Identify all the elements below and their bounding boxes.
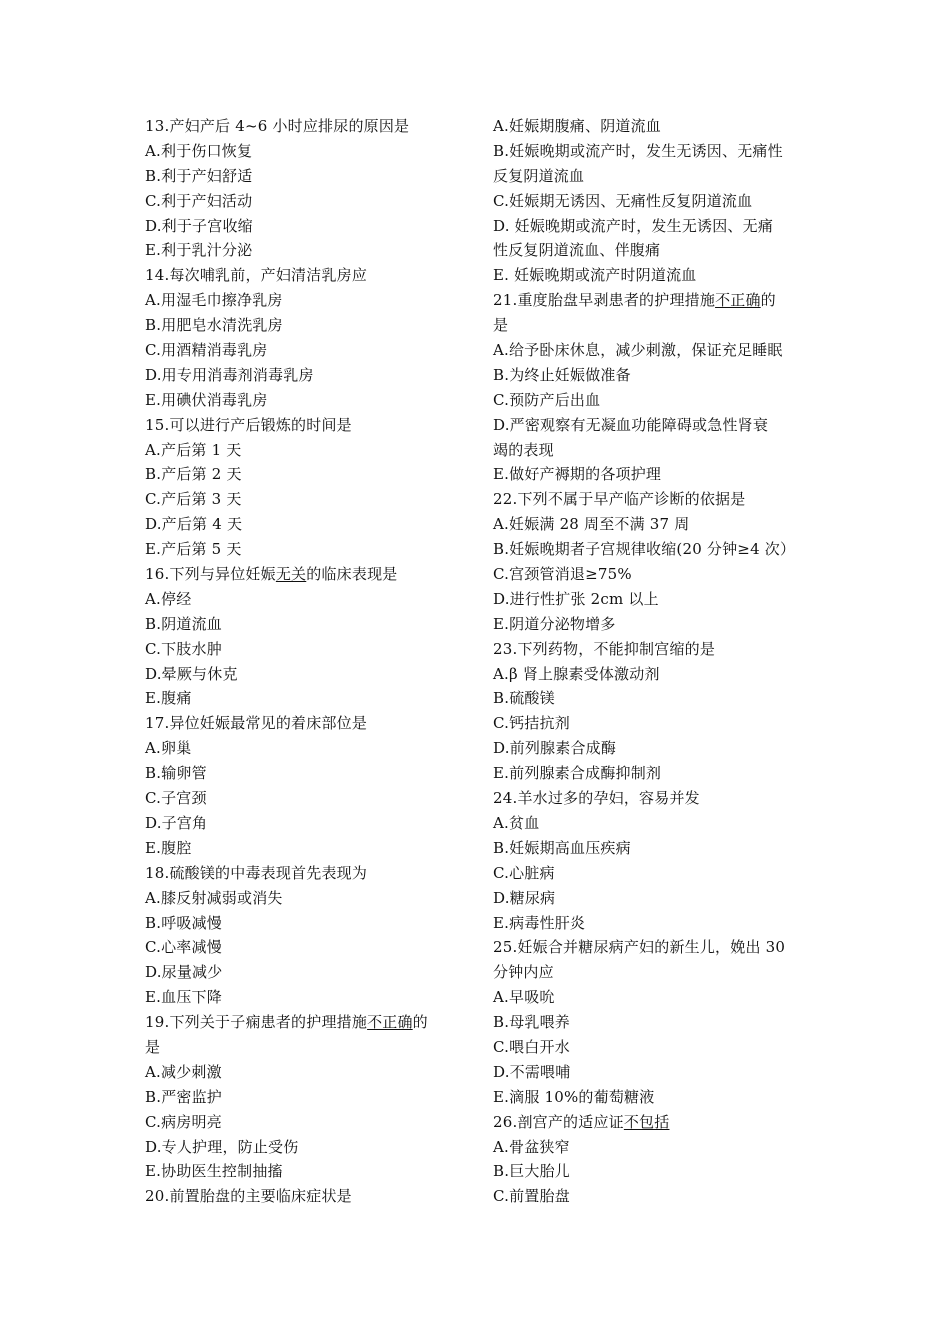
text-line bbox=[145, 562, 465, 587]
line-text: C.喂白开水 bbox=[493, 1037, 570, 1056]
line-text: 是 bbox=[493, 316, 509, 335]
line-text: B.妊娠期高血压疾病 bbox=[493, 838, 631, 857]
text-line bbox=[493, 1159, 813, 1184]
text-line bbox=[493, 612, 813, 637]
text-line bbox=[493, 985, 813, 1010]
line-text: C.产后第 3 天 bbox=[145, 490, 242, 509]
text-line bbox=[145, 861, 465, 886]
line-text-tail: 的临床表现是 bbox=[306, 565, 398, 584]
line-text: 21.重度胎盘早剥患者的护理措施 bbox=[493, 291, 716, 310]
text-line bbox=[493, 512, 813, 537]
text-line bbox=[145, 736, 465, 761]
text-line bbox=[145, 388, 465, 413]
text-line bbox=[493, 1060, 813, 1085]
line-text: B.产后第 2 天 bbox=[145, 465, 242, 484]
line-text: D.进行性扩张 2cm 以上 bbox=[493, 589, 659, 608]
text-line bbox=[493, 288, 813, 313]
text-line bbox=[493, 114, 813, 139]
line-text: B.呼吸减慢 bbox=[145, 913, 222, 932]
line-text: B.输卵管 bbox=[145, 764, 207, 783]
line-text: 性反复阴道流血、伴腹痛 bbox=[493, 241, 661, 260]
line-text: E.产后第 5 天 bbox=[145, 540, 242, 559]
text-line bbox=[493, 1035, 813, 1060]
text-line bbox=[493, 662, 813, 687]
text-line bbox=[145, 886, 465, 911]
text-line bbox=[493, 164, 813, 189]
text-line bbox=[145, 288, 465, 313]
text-line bbox=[493, 637, 813, 662]
line-text: A.停经 bbox=[145, 589, 192, 608]
line-text: D.前列腺素合成酶 bbox=[493, 739, 617, 758]
line-text: D.子宫角 bbox=[145, 813, 208, 832]
line-text: D.尿量减少 bbox=[145, 963, 223, 982]
text-line bbox=[493, 413, 813, 438]
line-text: C.下肢水肿 bbox=[145, 639, 222, 658]
text-line bbox=[493, 363, 813, 388]
line-text: D.糖尿病 bbox=[493, 888, 556, 907]
line-text: B.严密监护 bbox=[145, 1087, 222, 1106]
text-line bbox=[493, 686, 813, 711]
line-text: C.心脏病 bbox=[493, 863, 555, 882]
line-text: C.钙拮抗剂 bbox=[493, 714, 570, 733]
text-line bbox=[493, 786, 813, 811]
line-text: C.心率减慢 bbox=[145, 938, 222, 957]
line-text: A.膝反射减弱或消失 bbox=[145, 888, 283, 907]
text-line bbox=[493, 263, 813, 288]
line-text: 22.下列不属于早产临产诊断的依据是 bbox=[493, 490, 746, 509]
text-line bbox=[145, 114, 465, 139]
text-line bbox=[145, 263, 465, 288]
text-line bbox=[145, 214, 465, 239]
text-line bbox=[145, 139, 465, 164]
text-line bbox=[145, 1060, 465, 1085]
line-text: E.用碘伏消毒乳房 bbox=[145, 390, 268, 409]
line-text: 16.下列与异位妊娠 bbox=[145, 565, 276, 584]
line-text: A.早吸吮 bbox=[493, 988, 555, 1007]
line-text: B.母乳喂养 bbox=[493, 1013, 570, 1032]
text-line bbox=[145, 612, 465, 637]
text-line bbox=[145, 911, 465, 936]
text-line bbox=[145, 1085, 465, 1110]
line-text: A.减少刺激 bbox=[145, 1062, 222, 1081]
line-text: C.宫颈管消退≥75% bbox=[493, 565, 632, 584]
line-text: B.妊娠晚期者子宫规律收缩(20 分钟≥4 次） bbox=[493, 540, 796, 559]
line-text: D.用专用消毒剂消毒乳房 bbox=[145, 365, 314, 384]
line-text: B.硫酸镁 bbox=[493, 689, 555, 708]
line-text: 13.产妇产后 4~6 小时应排尿的原因是 bbox=[145, 117, 410, 135]
line-text: B.妊娠晚期或流产时，发生无诱因、无痛性 bbox=[493, 141, 783, 160]
line-text: C.利于产妇活动 bbox=[145, 191, 253, 210]
line-text: B.巨大胎儿 bbox=[493, 1162, 570, 1181]
text-line bbox=[493, 189, 813, 214]
line-text: C.子宫颈 bbox=[145, 789, 207, 808]
text-line bbox=[145, 438, 465, 463]
line-text: 23.下列药物，不能抑制宫缩的是 bbox=[493, 639, 716, 658]
text-line bbox=[145, 985, 465, 1010]
line-text: 24.羊水过多的孕妇，容易并发 bbox=[493, 789, 700, 808]
line-text: A.骨盆狭窄 bbox=[493, 1137, 570, 1156]
text-line bbox=[493, 1085, 813, 1110]
line-text: D.利于子宫收缩 bbox=[145, 216, 253, 235]
text-line bbox=[493, 811, 813, 836]
text-line bbox=[145, 189, 465, 214]
line-text: D.产后第 4 天 bbox=[145, 515, 243, 534]
line-text: C.前置胎盘 bbox=[493, 1187, 570, 1206]
text-line bbox=[493, 736, 813, 761]
text-line bbox=[493, 313, 813, 338]
line-text: A.妊娠满 28 周至不满 37 周 bbox=[493, 515, 690, 534]
text-line bbox=[493, 711, 813, 736]
line-text: E.滴服 10%的葡萄糖液 bbox=[493, 1087, 655, 1106]
text-line bbox=[493, 537, 813, 562]
line-text: E.做好产褥期的各项护理 bbox=[493, 465, 662, 484]
text-line bbox=[145, 338, 465, 363]
text-line bbox=[493, 139, 813, 164]
text-line bbox=[145, 537, 465, 562]
line-text-tail: 的 bbox=[760, 291, 776, 310]
line-text: 25.妊娠合并糖尿病产妇的新生儿，娩出 30 bbox=[493, 938, 786, 957]
text-line bbox=[493, 587, 813, 612]
text-line bbox=[145, 1184, 465, 1209]
text-line bbox=[145, 1110, 465, 1135]
line-text: E.前列腺素合成酶抑制剂 bbox=[493, 764, 662, 783]
line-text: E.协助医生控制抽搐 bbox=[145, 1162, 283, 1181]
text-line bbox=[493, 487, 813, 512]
line-text: 是 bbox=[145, 1037, 161, 1056]
line-text: D.晕厥与休克 bbox=[145, 664, 238, 683]
line-text: E. 妊娠晚期或流产时阴道流血 bbox=[493, 266, 697, 285]
text-line bbox=[493, 1184, 813, 1209]
text-line bbox=[145, 811, 465, 836]
line-text: 分钟内应 bbox=[493, 963, 554, 982]
text-line bbox=[145, 1035, 465, 1060]
line-text: E.血压下降 bbox=[145, 988, 222, 1007]
line-text: E.腹腔 bbox=[145, 838, 192, 857]
text-line bbox=[145, 164, 465, 189]
line-text: 17.异位妊娠最常见的着床部位是 bbox=[145, 714, 368, 733]
text-line bbox=[493, 388, 813, 413]
text-line bbox=[493, 861, 813, 886]
line-text: D.严密观察有无凝血功能障碍或急性肾衰 bbox=[493, 415, 769, 434]
text-line bbox=[493, 761, 813, 786]
text-line bbox=[145, 786, 465, 811]
line-text: 反复阴道流血 bbox=[493, 166, 585, 185]
text-line bbox=[145, 662, 465, 687]
text-line bbox=[145, 1159, 465, 1184]
line-text: A.卵巢 bbox=[145, 739, 192, 758]
line-text: 竭的表现 bbox=[493, 440, 554, 459]
text-line bbox=[493, 886, 813, 911]
line-text: C.病房明亮 bbox=[145, 1112, 222, 1131]
line-text: A.贫血 bbox=[493, 813, 540, 832]
line-text: A.用湿毛巾擦净乳房 bbox=[145, 291, 283, 310]
text-line bbox=[493, 462, 813, 487]
line-text: E.阴道分泌物增多 bbox=[493, 614, 616, 633]
text-line bbox=[493, 935, 813, 960]
text-line bbox=[145, 686, 465, 711]
text-line bbox=[145, 587, 465, 612]
text-line bbox=[145, 1135, 465, 1160]
underlined-text: 不正确 bbox=[367, 1013, 413, 1032]
line-text: 19.下列关于子痫患者的护理措施 bbox=[145, 1013, 368, 1032]
left-column bbox=[145, 114, 465, 1209]
line-text: D.专人护理，防止受伤 bbox=[145, 1137, 299, 1156]
text-line bbox=[145, 637, 465, 662]
line-text: E.病毒性肝炎 bbox=[493, 913, 586, 932]
text-line bbox=[493, 1010, 813, 1035]
line-text: E.利于乳汁分泌 bbox=[145, 241, 253, 260]
text-line bbox=[145, 1010, 465, 1035]
text-line bbox=[145, 512, 465, 537]
line-text: 26.剖宫产的适应证 bbox=[493, 1112, 624, 1131]
text-line bbox=[145, 363, 465, 388]
text-line bbox=[145, 711, 465, 736]
line-text: C.用酒精消毒乳房 bbox=[145, 341, 268, 360]
line-text: B.利于产妇舒适 bbox=[145, 166, 253, 185]
line-text: B.用肥皂水清洗乳房 bbox=[145, 316, 283, 335]
text-line bbox=[145, 935, 465, 960]
line-text: C.预防产后出血 bbox=[493, 390, 601, 409]
text-line bbox=[145, 238, 465, 263]
text-line bbox=[493, 960, 813, 985]
line-text: A.给予卧床休息，减少刺激，保证充足睡眠 bbox=[493, 341, 783, 360]
text-line bbox=[493, 836, 813, 861]
text-line bbox=[493, 1110, 813, 1135]
line-text: D. 妊娠晚期或流产时，发生无诱因、无痛 bbox=[493, 216, 774, 235]
text-line bbox=[493, 438, 813, 463]
underlined-text: 无关 bbox=[275, 565, 307, 584]
line-text: 15.可以进行产后锻炼的时间是 bbox=[145, 415, 352, 434]
line-text: 20.前置胎盘的主要临床症状是 bbox=[145, 1187, 352, 1206]
line-text: E.腹痛 bbox=[145, 689, 192, 708]
line-text: C.妊娠期无诱因、无痛性反复阴道流血 bbox=[493, 191, 753, 210]
line-text: A.β 肾上腺素受体激动剂 bbox=[493, 664, 660, 683]
text-line bbox=[493, 911, 813, 936]
text-line bbox=[145, 761, 465, 786]
line-text: A.妊娠期腹痛、阴道流血 bbox=[493, 117, 662, 135]
line-text: 18.硫酸镁的中毒表现首先表现为 bbox=[145, 863, 368, 882]
underlined-text: 不正确 bbox=[715, 291, 761, 310]
right-column bbox=[493, 114, 813, 1209]
text-line bbox=[145, 413, 465, 438]
line-text-tail: 的 bbox=[412, 1013, 428, 1032]
line-text: A.利于伤口恢复 bbox=[145, 141, 253, 160]
line-text: 14.每次哺乳前，产妇清洁乳房应 bbox=[145, 266, 368, 285]
text-line bbox=[493, 562, 813, 587]
text-line bbox=[145, 313, 465, 338]
text-line bbox=[493, 238, 813, 263]
text-line bbox=[493, 214, 813, 239]
text-line bbox=[145, 960, 465, 985]
underlined-text: 不包括 bbox=[623, 1112, 670, 1131]
text-line bbox=[493, 338, 813, 363]
line-text: A.产后第 1 天 bbox=[145, 440, 242, 459]
text-line bbox=[145, 836, 465, 861]
line-text: D.不需喂哺 bbox=[493, 1062, 571, 1081]
text-line bbox=[145, 462, 465, 487]
text-line bbox=[493, 1135, 813, 1160]
line-text: B.阴道流血 bbox=[145, 614, 222, 633]
text-line bbox=[145, 487, 465, 512]
line-text: B.为终止妊娠做准备 bbox=[493, 365, 631, 384]
